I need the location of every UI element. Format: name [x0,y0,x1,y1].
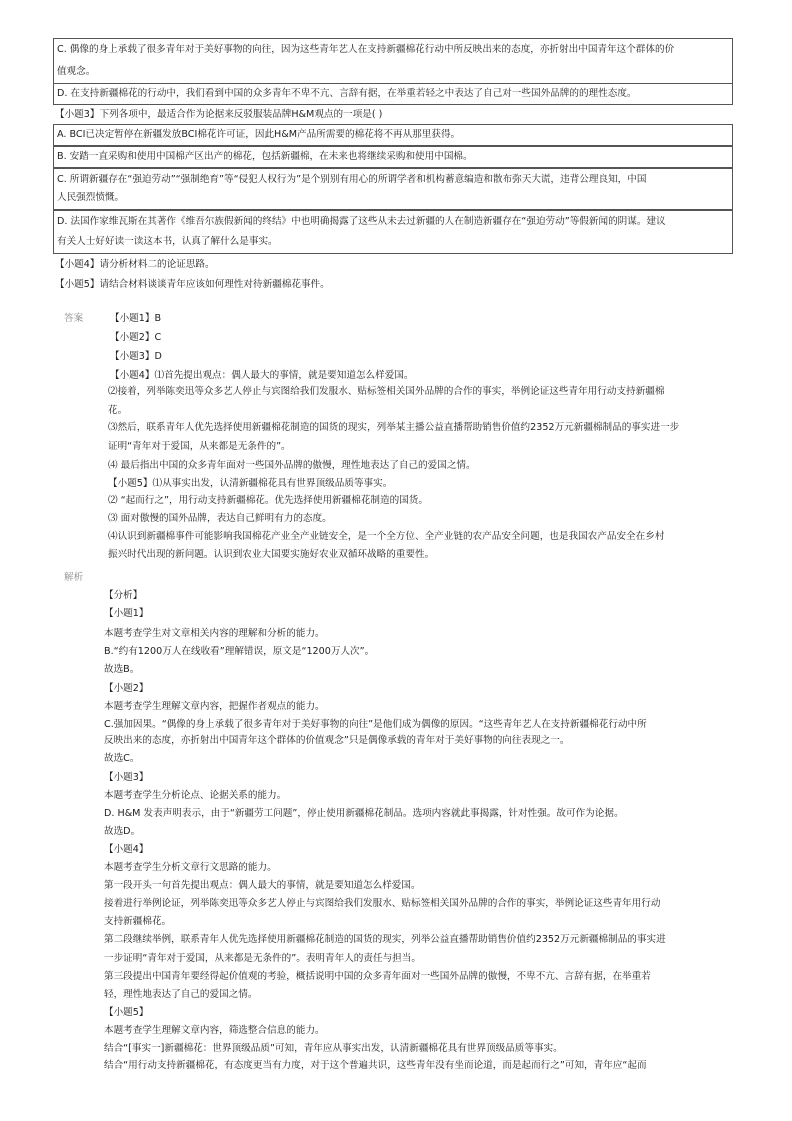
analysis-line: C.强加因果。“偶像的身上承载了很多青年对于美好事物的向往”是他们成为偶像的原因。“这些青年艺人在支持新疆棉花行动中所 [104,719,647,730]
option-box-q3-a [53,124,733,146]
question-3-stem: 【小题3】下列各项中，最适合作为论据来反驳服装品牌H&M观点的一项是( ) [55,109,383,120]
option-text: 有关人士好好读一读这本书，认真了解什么是事实。 [57,236,278,247]
answer-line: ⑷ 最后指出中国的众多青年面对一些国外品牌的傲慢，理性地表达了自己的爱国之情。 [108,460,476,471]
analysis-line: 支持新疆棉花。 [104,916,172,927]
analysis-line: B.“约有1200万人在线收看”理解错误，原文是“1200万人次”。 [104,646,375,657]
analysis-line: 第二段继续举例，联系青年人优先选择使用新疆棉花制造的国货的现实，列举公益直播帮助销售价值约2352万元新疆棉制品的事实进 [104,934,666,945]
option-text: C. 所谓新疆存在“强迫劳动”“强制绝育”等“侵犯人权行为”是个别别有用心的所谓学者和机构蓄意编造和散布弥天大谎，违背公理良知，中国 [57,174,647,185]
analysis-line: D. H&M 发表声明表示，由于“新疆劳工问题”，停止使用新疆棉花制品。选项内容就此事揭露，针对性强。故可作为论据。 [104,808,624,819]
option-box-q2-d [53,83,733,105]
option-text: D. 在支持新疆棉花的行动中，我们看到中国的众多青年不卑不亢、言辞有据，在举重若轻之中表达了自己对一些国外品牌的的理性态度。 [57,88,637,99]
answer-line: 【小题3】D [110,351,162,362]
analysis-line: 本题考查学生理解文章内容，筛选整合信息的能力。 [104,1025,325,1036]
option-text: 值观念。 [57,66,96,77]
analysis-label: 解析 [64,572,84,583]
option-text: A. BCI已决定暂停在新疆发放BCI棉花许可证，因此H&M产品所需要的棉花将不再从那里获得。 [57,129,461,140]
option-text: C. 偶像的身上承载了很多青年对于美好事物的向往，因为这些青年艺人在支持新疆棉花行动中所反映出来的态度，亦折射出中国青年这个群体的价 [57,44,675,55]
analysis-line: 【小题3】 [104,772,149,783]
option-box-q3-d [53,210,733,254]
analysis-line: 轻，理性地表达了自己的爱国之情。 [104,989,258,1000]
analysis-line: 【小题2】 [104,683,149,694]
option-box-q3-c [53,168,733,210]
answer-line: 【小题2】C [110,332,162,343]
analysis-line: 结合“[事实一]新疆棉花：世界顶级品质”可知，青年应从事实出发，认清新疆棉花具有世界顶级品质等事实。 [104,1043,563,1054]
analysis-line: 结合“用行动支持新疆棉花，有态度更当有力度，对于这个普遍共识，这些青年没有坐而论道，而是起而行之”可知，青年应“起而 [104,1060,647,1071]
analysis-line: 【小题4】 [104,844,149,855]
analysis-line: 故选C。 [104,753,140,764]
answer-line: 花。 [108,405,128,416]
option-text: 人民强烈愤慨。 [57,192,125,203]
analysis-line: 本题考查学生分析论点、论据关系的能力。 [104,790,287,801]
analysis-line: 接着进行举例论证，列举陈奕迅等众多艺人停止与宾图给我们发服水、贴标签相关国外品牌的合作的事实，举例论证这些青年用行动 [104,898,661,909]
answer-line: 【小题4】⑴首先提出观点：偶人最大的事情，就是要知道怎么样爱国。 [110,370,414,381]
analysis-line: 本题考查学生理解文章内容，把握作者观点的能力。 [104,701,325,712]
option-box-q3-b [53,146,733,168]
analysis-line: 一步证明“青年对于爱国，从来都是无条件的”。表明青年人的责任与担当。 [104,953,421,964]
answer-line: 【小题1】B [110,313,162,324]
analysis-line: 本题考查学生分析文章行文思路的能力。 [104,862,277,873]
analysis-line: 【小题5】 [104,1007,149,1018]
question-4-stem: 【小题4】请分析材料二的论证思路。 [55,259,215,270]
answer-label: 答案 [64,313,84,324]
answer-line: ⑵ “起而行之”，用行动支持新疆棉花。优先选择使用新疆棉花制造的国货。 [108,495,428,506]
answer-line: 证明“青年对于爱国，从来都是无条件的”。 [108,441,291,452]
analysis-line: 第一段开头一句首先提出观点：偶人最大的事情，就是要知道怎么样爱国。 [104,880,421,891]
answer-line: 【小题5】⑴从事实出发，认清新疆棉花具有世界顶级品质等事实。 [108,478,393,489]
answer-line: ⑶ 面对傲慢的国外品牌，表达自己鲜明有力的态度。 [108,513,332,524]
answer-line: ⑶然后，联系青年人优先选择使用新疆棉花制造的国货的现实，列举某主播公益直播帮助销售价值约2352万元新疆棉制品的事实进一步 [108,422,680,433]
question-5-stem: 【小题5】请结合材料谈谈青年应该如何理性对待新疆棉花事件。 [55,279,330,290]
answer-line: ⑷认识到新疆棉事件可能影响我国棉花产业全产业链安全，是一个全方位、全产业链的农产品安全问题，也是我国农产品安全在乡村 [108,531,665,542]
analysis-line: 第三段提出中国青年要经得起价值观的考验，概括说明中国的众多青年面对一些国外品牌的傲慢，不卑不亢、言辞有据，在举重若 [104,971,651,982]
option-box-q2-c [53,38,733,84]
analysis-line: 【小题1】 [104,608,149,619]
option-text: D. 法国作家维瓦斯在其著作《维吾尔族假新闻的终结》中也明确揭露了这些从未去过新疆的人在制造新疆存在“强迫劳动”等假新闻的阴谋。建议 [57,216,666,227]
answer-line: ⑵接着，列举陈奕迅等众多艺人停止与宾图给我们发服水、贴标签相关国外品牌的合作的事实，举例论证这些青年用行动支持新疆棉 [108,386,665,397]
analysis-line: 【分析】 [104,590,143,601]
analysis-line: 故选B。 [104,664,140,675]
analysis-line: 反映出来的态度，亦折射出中国青年这个群体的价值观念”只是偶像承载的青年对于美好事物的向往表现之一。 [104,735,570,746]
option-text: B. 安踏一直采购和使用中国棉产区出产的棉花，包括新疆棉，在未来也将继续采购和使用中国棉。 [57,151,473,162]
answer-line: 振兴时代出现的新问题。认识到农业大国要实施好农业双循环战略的重要性。 [108,549,435,560]
analysis-line: 本题考查学生对文章相关内容的理解和分析的能力。 [104,628,325,639]
analysis-line: 故选D。 [104,826,141,837]
